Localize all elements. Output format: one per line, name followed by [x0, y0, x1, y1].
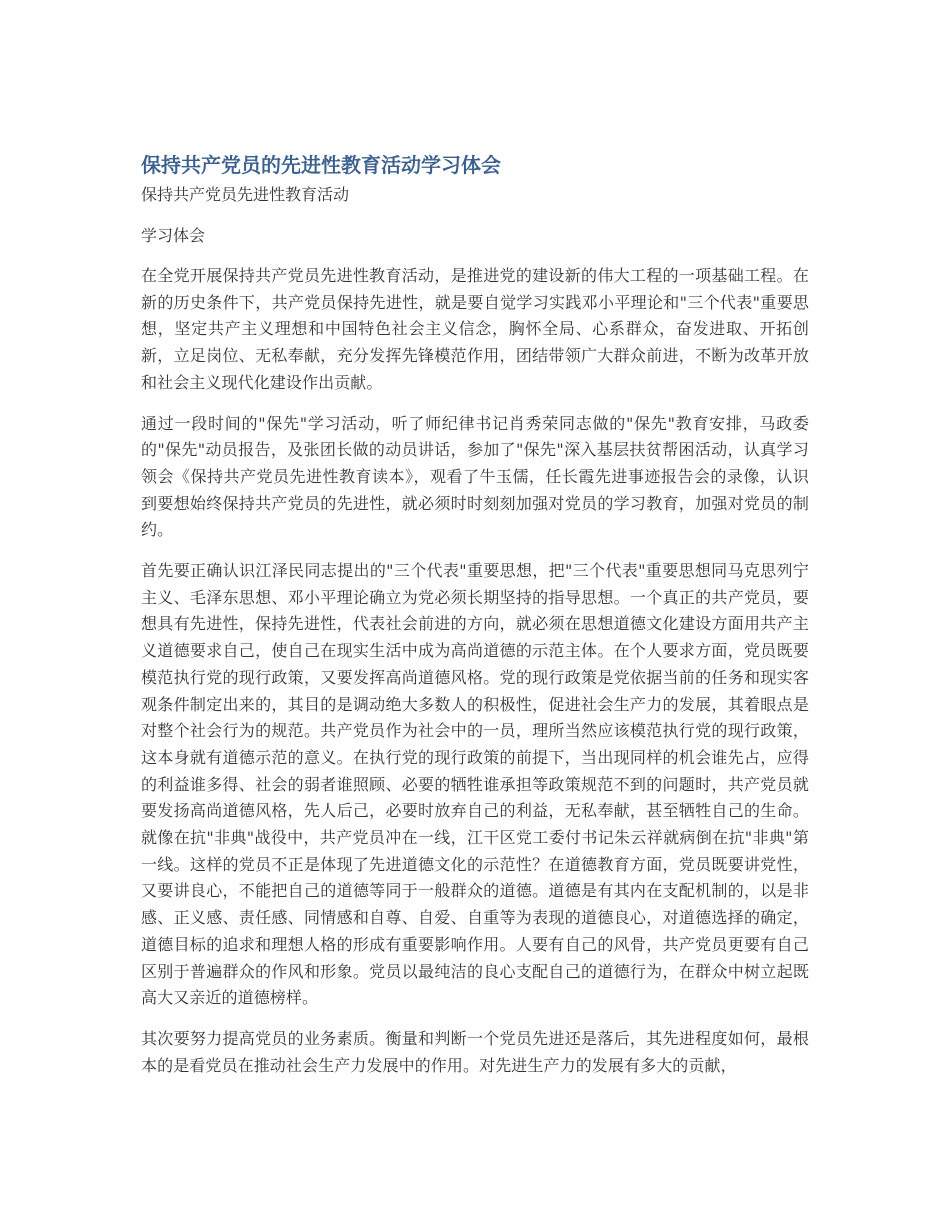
body-paragraph-3: 首先要正确认识江泽民同志提出的"三个代表"重要思想，把"三个代表"重要思想同马克思列宁主义、毛泽东思想、邓小平理论确立为党必须长期坚持的指导思想。一个真正的共产党员，要想具有先进性，保持先进性，代表社会前进的方向，就必须在思想道德文化建设方面用共产主义道德要求自己，使自己在现实生活中成为高尚道德的示范主体。在个人要求方面，党员既要模范执行党的现行政策，又要发挥高尚道德风格。党的现行政策是党依据当前的任务和现实客观条件制定出来的，其目的是调动绝大多数人的积极性，促进社会生产力的发展，其着眼点是对整个社会行为的规范。共产党员作为社会中的一员，理所当然应该模范执行党的现行政策，这本身就有道德示范的意义。在执行党的现行政策的前提下，当出现同样的机会谁先占，应得的利益谁多得、社会的弱者谁照顾、必要的牺牲谁承担等政策规范不到的问题时，共产党员就要发扬高尚道德风格，先人后己，必要时放弃自己的利益，无私奉献，甚至牺牲自己的生命。就像在抗"非典"战役中，共产党员冲在一线，江干区党工委付书记朱云祥就病倒在抗"非典"第一线。这样的党员不正是体现了先进道德文化的示范性？在道德教育方面，党员既要讲党性，又要讲良心，不能把自己的道德等同于一般群众的道德。道德是有其内在支配机制的，以是非感、正义感、责任感、同情感和自尊、自爱、自重等为表现的道德良心，对道德选择的确定，道德目标的追求和理想人格的形成有重要影响作用。人要有自己的风骨，共产党员更要有自己区别于普遍群众的作风和形象。党员以最纯洁的良心支配自己的道德行为，在群众中树立起既高大又亲近的道德榜样。 [141, 561, 809, 1008]
body-paragraph-2: 通过一段时间的"保先"学习活动，听了师纪律书记肖秀荣同志做的"保先"教育安排，马政委的"保先"动员报告，及张团长做的动员讲话，参加了"保先"深入基层扶贫帮困活动，认真学习领会《保持共产党员先进性教育读本》，观看了牛玉儒，任长霞先进事迹报告会的录像，认识到要想始终保持共产党员的先进性，就必须时时刻刻加强对党员的学习教育，加强对党员的制约。 [141, 413, 809, 540]
body-paragraph-1: 在全党开展保持共产党员先进性教育活动，是推进党的建设新的伟大工程的一项基础工程。在新的历史条件下，共产党员保持先进性，就是要自觉学习实践邓小平理论和"三个代表"重要思想，坚定共产主义理想和中国特色社会主义信念，胸怀全局、心系群众，奋发进取、开拓创新，立足岗位、无私奉献，充分发挥先锋模范作用，团结带领广大群众前进，不断为改革开放和社会主义现代化建设作出贡献。 [141, 266, 809, 392]
document-subheading: 学习体会 [141, 226, 206, 245]
body-paragraph-4: 其次要努力提高党员的业务素质。衡量和判断一个党员先进还是落后，其先进程度如何，最根本的是看党员在推动社会生产力发展中的作用。对先进生产力的发展有多大的贡献， [141, 1028, 809, 1075]
document-page [141, 148, 809, 1079]
document-subtitle: 保持共产党员先进性教育活动 [141, 185, 350, 204]
document-title: 保持共产党员的先进性教育活动学习体会 [141, 153, 501, 177]
